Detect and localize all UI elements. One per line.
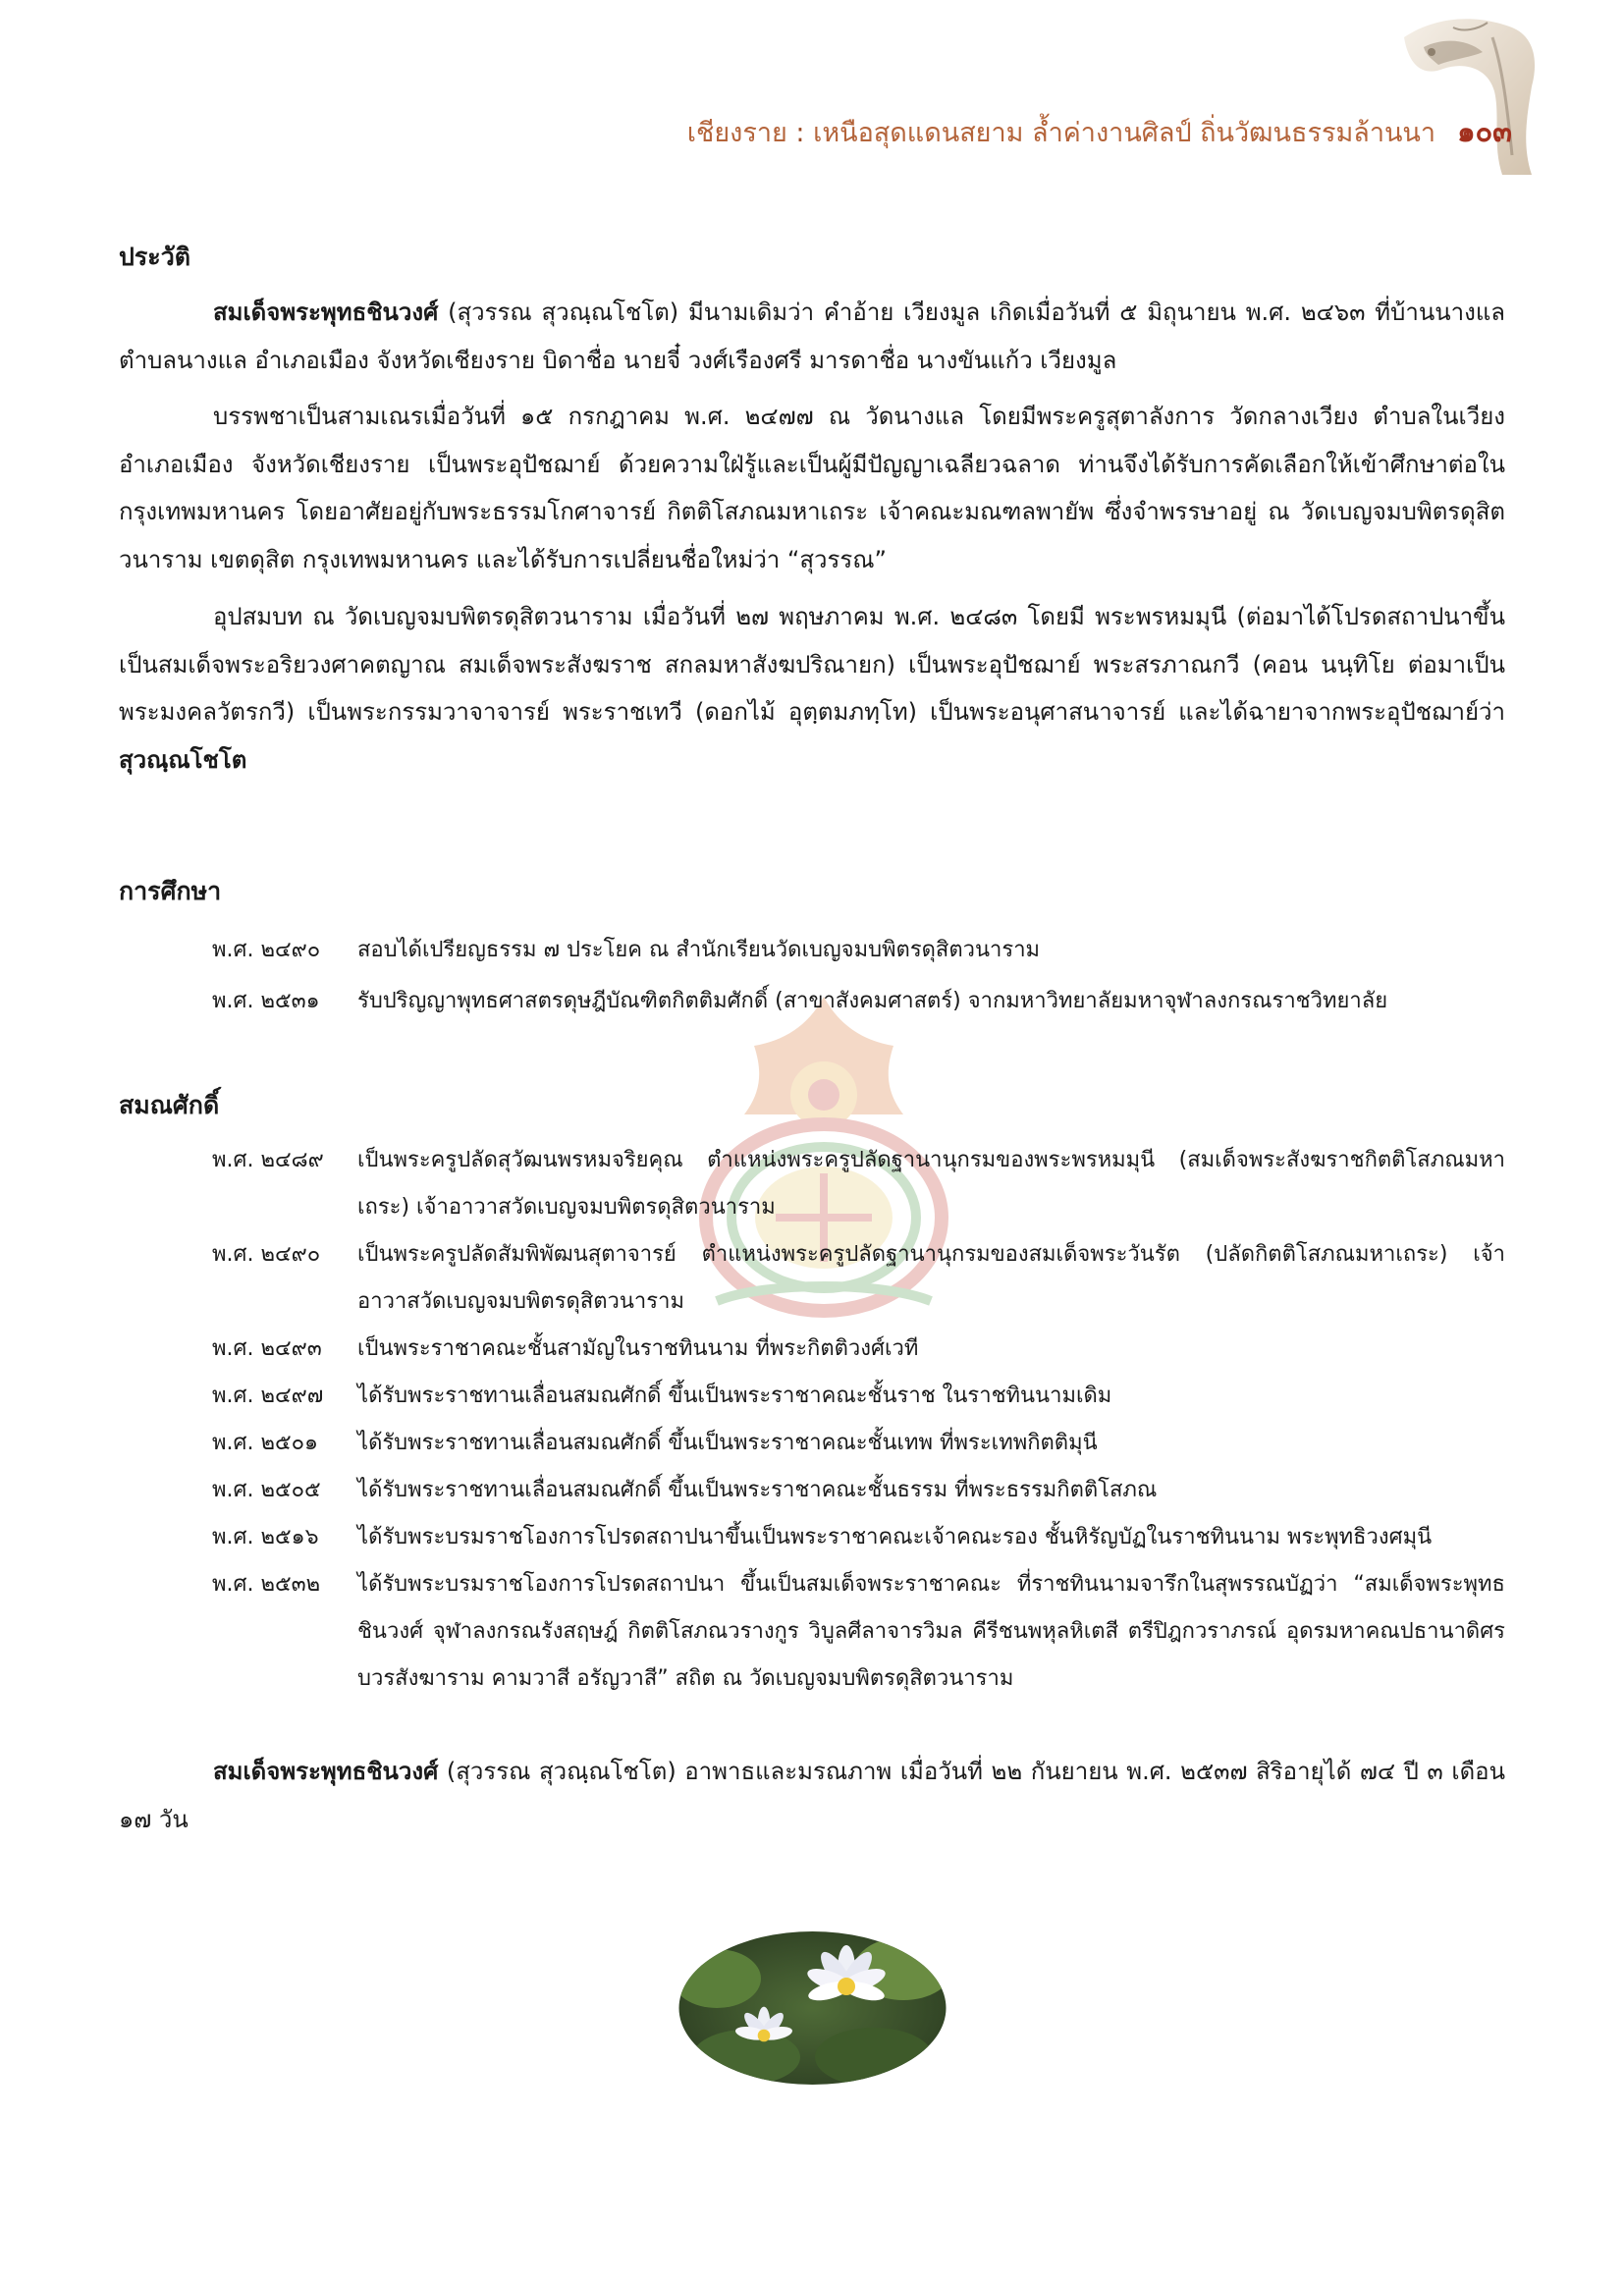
item-text: เป็นพระครูปลัดสุวัฒนพรหมจริยคุณ ตำแหน่งพระครูปลัดฐานานุกรมของพระพรหมมุนี (สมเด็จพระสังฆราชกิตติโสภณมหาเถระ) เจ้าอาวาสวัดเบญจมบพิตรดุสิตวนาราม xyxy=(357,1148,1505,1220)
item-year: พ.ศ. ๒๔๘๙ xyxy=(212,1148,324,1172)
item-year: พ.ศ. ๒๔๙๐ xyxy=(212,1242,321,1267)
section-heading-education: การศึกษา xyxy=(119,877,222,905)
item-text: ได้รับพระบรมราชโองการโปรดสถาปนาขึ้นเป็นพระราชาคณะเจ้าคณะรอง ชั้นหิรัญบัฏในราชทินนาม พระพุทธิวงศมุนี xyxy=(357,1525,1433,1549)
item-text: เป็นพระราชาคณะชั้นสามัญในราชทินนาม ที่พระกิตติวงศ์เวที xyxy=(357,1336,919,1361)
subject-name: สมเด็จพระพุทธชินวงศ์ xyxy=(213,1758,439,1785)
biography-paragraph-1: สมเด็จพระพุทธชินวงศ์ (สุวรรณ สุวณฺณโชโต) มีนามเดิมว่า คำอ้าย เวียงมูล เกิดเมื่อวันที่ ๕ มิถุนายน พ.ศ. ๒๔๖๓ ที่บ้านนางแล ตำบลนางแล อำเภอเมือง จังหวัดเชียงราย บิดาชื่อ นายจี๋ วงศ์เรืองศรี มารดาชื่อ นางขันแก้ว เวียงมูล xyxy=(119,299,1505,374)
item-text: ได้รับพระบรมราชโองการโปรดสถาปนา ขึ้นเป็นสมเด็จพระราชาคณะ ที่ราชทินนามจารึกในสุพรรณบัฏว่า “สมเด็จพระพุทธชินวงศ์ จุฬาลงกรณรังสฤษฎ์ กิตติโสภณวรางกูร วิบูลศีลาจารวิมล คีรีชนพหุลหิเตสี ตรีปิฎกวราภรณ์ อุดรมหาคณปธานาดิศร บวรสังฆาราม คามวาสี อรัญวาสี” สถิต ณ วัดเบญจมบพิตรดุสิตวนาราม xyxy=(357,1572,1505,1691)
item-text: ได้รับพระราชทานเลื่อนสมณศักดิ์ ขึ้นเป็นพระราชาคณะชั้นธรรม ที่พระธรรมกิตติโสภณ xyxy=(357,1478,1158,1502)
biography-paragraph-2: บรรพชาเป็นสามเณรเมื่อวันที่ ๑๕ กรกฎาคม พ.ศ. ๒๔๗๗ ณ วัดนางแล โดยมีพระครูสุตาลังการ วัดกลางเวียง ตำบลในเวียง อำเภอเมือง จังหวัดเชียงราย เป็นพระอุปัชฌาย์ ด้วยความใฝ่รู้และเป็นผู้มีปัญญาเฉลียวฉลาด ท่านจึงได้รับการคัดเลือกให้เข้าศึกษาต่อในกรุงเทพมหานคร โดยอาศัยอยู่กับพระธรรมโกศาจารย์ กิตติโสภณมหาเถระ เจ้าคณะมณฑลพายัพ ซึ่งจำพรรษาอยู่ ณ วัดเบญจมบพิตรดุสิตวนาราม เขตดุสิต กรุงเทพมหานคร และได้รับการเปลี่ยนชื่อใหม่ว่า “สุวรรณ” xyxy=(119,403,1505,573)
item-text: รับปริญญาพุทธศาสตรดุษฎีบัณฑิตกิตติมศักดิ์ (สาขาสังคมศาสตร์) จากมหาวิทยาลัยมหาจุฬาลงกรณราชวิทยาลัย xyxy=(357,989,1388,1013)
education-item xyxy=(212,927,1505,974)
section-heading-biography: ประวัติ xyxy=(119,243,190,271)
item-year: พ.ศ. ๒๔๙๓ xyxy=(212,1336,322,1361)
biography-paragraph-3: อุปสมบท ณ วัดเบญจมบพิตรดุสิตวนาราม เมื่อวันที่ ๒๗ พฤษภาคม พ.ศ. ๒๔๘๓ โดยมี พระพรหมมุนี (ต่อมาได้โปรดสถาปนาขึ้นเป็นสมเด็จพระอริยวงศาคตญาณ สมเด็จพระสังฆราช สกลมหาสังฆปริณายก) เป็นพระอุปัชฌาย์ พระสรภาณกวี (คอน นนฺทิโย ต่อมาเป็น พระมงคลวัตรกวี) เป็นพระกรรมวาจาจารย์ พระราชเทวี (ดอกไม้ อุตฺตมภทฺโท) เป็นพระอนุศาสนาจารย์ และได้ฉายาจากพระอุปัชฌาย์ว่า สุวณฺณโชโต xyxy=(119,603,1505,774)
rank-item xyxy=(212,1420,1505,1467)
running-header xyxy=(0,110,1512,153)
item-year: พ.ศ. ๒๕๐๕ xyxy=(212,1478,321,1502)
rank-item xyxy=(212,1514,1505,1561)
rank-item xyxy=(212,1231,1505,1326)
rank-item xyxy=(212,1561,1505,1703)
header-title-location: เชียงราย xyxy=(686,117,787,148)
page-number: ๑๐๓ xyxy=(1457,115,1512,148)
item-text: ได้รับพระราชทานเลื่อนสมณศักดิ์ ขึ้นเป็นพระราชาคณะชั้นเทพ ที่พระเทพกิตติมุนี xyxy=(357,1431,1098,1455)
item-year: พ.ศ. ๒๕๓๒ xyxy=(212,1572,321,1597)
header-title-slogan: เหนือสุดแดนสยาม ล้ำค่างานศิลป์ ถิ่นวัฒนธรรมล้านนา xyxy=(813,117,1436,148)
rank-item xyxy=(212,1467,1505,1514)
white-lotus-photo xyxy=(677,1929,947,2087)
rank-item xyxy=(212,1326,1505,1373)
monastic-name: สุวณฺณโชโต xyxy=(119,745,247,774)
rank-item xyxy=(212,1373,1505,1420)
section-heading-ranks: สมณศักดิ์ xyxy=(119,1091,220,1119)
naga-ornament-icon xyxy=(1384,8,1542,183)
closing-paragraph: สมเด็จพระพุทธชินวงศ์ (สุวรรณ สุวณฺณโชโต) อาพาธและมรณภาพ เมื่อวันที่ ๒๒ กันยายน พ.ศ. ๒๕๓๗ สิริอายุได้ ๗๔ ปี ๓ เดือน ๑๗ วัน xyxy=(119,1758,1505,1833)
item-year: พ.ศ. ๒๕๑๖ xyxy=(212,1525,319,1549)
item-year: พ.ศ. ๒๕๓๑ xyxy=(212,989,320,1013)
item-text: ได้รับพระราชทานเลื่อนสมณศักดิ์ ขึ้นเป็นพระราชาคณะชั้นราช ในราชทินนามเดิม xyxy=(357,1384,1112,1408)
item-year: พ.ศ. ๒๔๙๗ xyxy=(212,1384,324,1408)
header-title-separator: : xyxy=(786,117,814,148)
item-year: พ.ศ. ๒๔๙๐ xyxy=(212,938,321,962)
education-item xyxy=(212,978,1505,1025)
subject-name: สมเด็จพระพุทธชินวงศ์ xyxy=(213,299,439,326)
rank-item xyxy=(212,1137,1505,1231)
header-title xyxy=(687,111,1435,153)
item-year: พ.ศ. ๒๕๐๑ xyxy=(212,1431,318,1455)
item-text: สอบได้เปรียญธรรม ๗ ประโยค ณ สำนักเรียนวัดเบญจมบพิตรดุสิตวนาราม xyxy=(357,938,1041,962)
item-text: เป็นพระครูปลัดสัมพิพัฒนสุตาจารย์ ตำแหน่งพระครูปลัดฐานานุกรมของสมเด็จพระวันรัต (ปลัดกิตติโสภณมหาเถระ) เจ้าอาวาสวัดเบญจมบพิตรดุสิตวนาราม xyxy=(357,1242,1505,1314)
